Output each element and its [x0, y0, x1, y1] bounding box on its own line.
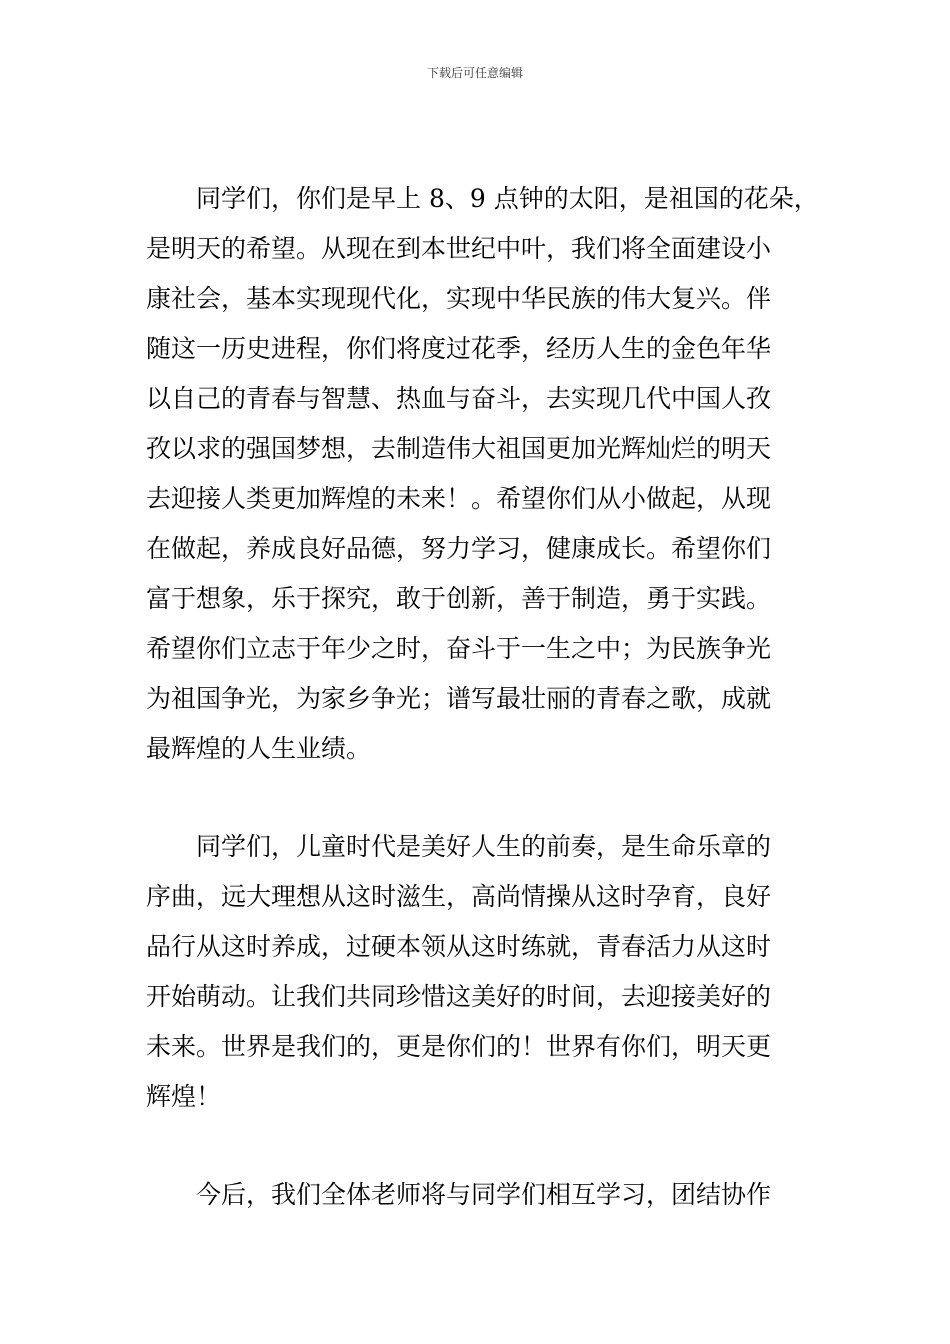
- paragraph-line: 富于想象，乐于探究，敢于创新，善于制造，勇于实践。: [146, 584, 772, 613]
- paragraph-3: [146, 1170, 836, 1220]
- paragraph-line: 品行从这时养成，过硬本领从这时练就，青春活力从这时: [146, 932, 772, 961]
- paragraph-line: 序曲，远大理想从这时滋生，高尚情操从这时孕育，良好: [146, 882, 772, 911]
- paragraph-line: 希望你们立志于年少之时，奋斗于一生之中；为民族争光: [146, 634, 772, 663]
- paragraph-line: 为祖国争光，为家乡争光；谱写最壮丽的青春之歌，成就: [146, 684, 772, 713]
- paragraph-line: 未来。世界是我们的，更是你们的！世界有你们，明天更: [146, 1032, 772, 1061]
- paragraph-line: 孜以求的强国梦想，去制造伟大祖国更加光辉灿烂的明天: [146, 434, 772, 463]
- paragraph-line: 最辉煌的人生业绩。: [146, 734, 372, 763]
- paragraph-line: 是明天的希望。从现在到本世纪中叶，我们将全面建设小: [146, 234, 772, 263]
- paragraph-2: [146, 822, 836, 1122]
- paragraph-1: [146, 174, 836, 774]
- paragraph-line: 辉煌！: [146, 1082, 222, 1111]
- paragraph-line: 开始萌动。让我们共同珍惜这美好的时间，去迎接美好的: [146, 982, 772, 1011]
- page-header: 下载后可任意编辑: [426, 66, 523, 80]
- paragraph-line: 以自己的青春与智慧、热血与奋斗，去实现几代中国人孜: [146, 384, 772, 413]
- paragraph-line: 随这一历史进程，你们将度过花季，经历人生的金色年华: [146, 334, 772, 363]
- paragraph-line: 同学们，儿童时代是美好人生的前奏，是生命乐章的: [196, 832, 772, 861]
- paragraph-line: 去迎接人类更加辉煌的未来！。希望你们从小做起，从现: [146, 484, 772, 513]
- paragraph-line: 康社会，基本实现现代化，实现中华民族的伟大复兴。伴: [146, 284, 772, 313]
- paragraph-line: 今后，我们全体老师将与同学们相互学习，团结协作: [196, 1180, 772, 1209]
- paragraph-line: 在做起，养成良好品德，努力学习，健康成长。希望你们: [146, 534, 772, 563]
- paragraph-line: 同学们，你们是早上 8、9 点钟的太阳，是祖国的花朵，: [196, 184, 819, 213]
